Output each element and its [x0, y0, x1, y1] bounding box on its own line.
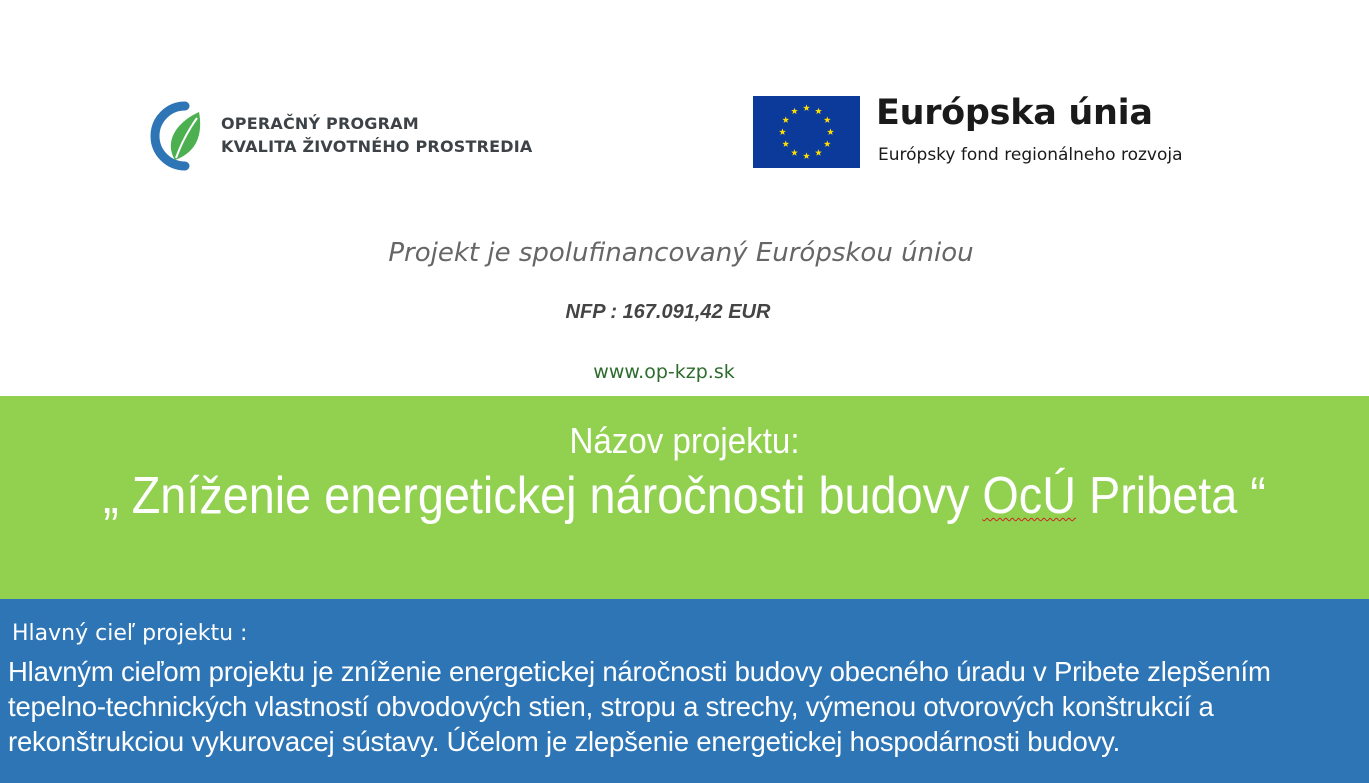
project-name-prefix: „ Zníženie energetickej náročnosti budovy: [103, 467, 983, 525]
cofinanced-statement: Projekt je spolufinancovaný Európskou úniou: [388, 238, 974, 268]
eu-logo-title: Európska únia: [876, 93, 1153, 133]
goal-heading: Hlavný cieľ projektu :: [12, 621, 248, 646]
eu-logo-subtitle: Európsky fond regionálneho rozvoja: [878, 145, 1183, 165]
project-name: [68, 466, 1300, 526]
project-name-label: Názov projektu:: [569, 420, 800, 461]
project-name-suffix: Pribeta “: [1076, 467, 1266, 525]
goal-description: Hlavným cieľom projektu je zníženie energetickej náročnosti budovy obecného úradu v Pribete zlepšením tepelno-technických vlastností obvodových stien, stropu a strechy, výmenou otvorových konštrukcií a rekonštrukciou vykurovacej sústavy. Účelom je zlepšenie energetickej hospodárnosti budovy.: [8, 656, 1271, 757]
project-name-highlight: OcÚ: [982, 467, 1076, 525]
website-link[interactable]: www.op-kzp.sk: [593, 361, 735, 383]
eu-flag-icon: [753, 96, 860, 168]
opkzp-logo-line2: KVALITA ŽIVOTNÉHO PROSTREDIA: [221, 137, 533, 156]
leaf-ring-icon: [145, 100, 209, 172]
opkzp-logo-line1: OPERAČNÝ PROGRAM: [221, 114, 419, 133]
opkzp-logo: [145, 100, 555, 172]
nfp-amount: NFP : 167.091,42 EUR: [565, 301, 771, 323]
